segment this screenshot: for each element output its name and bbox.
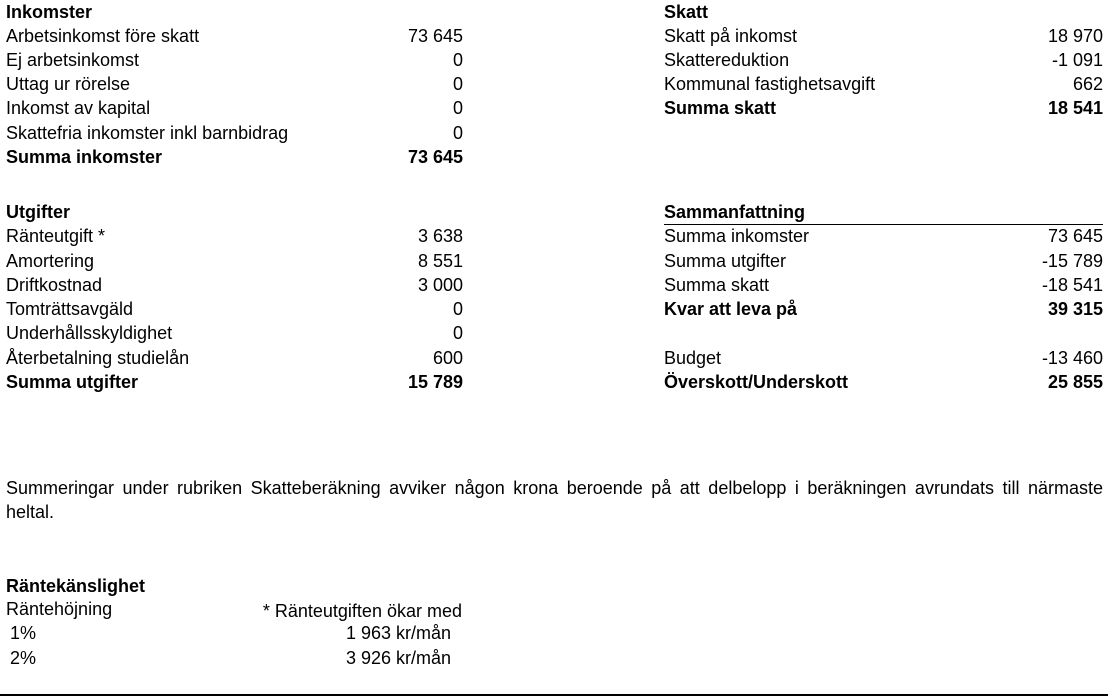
overskott-value: 25 855 xyxy=(1047,372,1103,392)
ranteutgift-okar-header: * Ränteutgiften ökar med xyxy=(262,601,462,621)
total-value: 15 789 xyxy=(407,372,463,392)
rantekanslighet-heading: Räntekänslighet xyxy=(6,576,146,596)
inkomster-row xyxy=(6,96,463,120)
page-bottom-divider xyxy=(0,694,1108,696)
inkomster-total-row xyxy=(6,145,463,169)
inkomster-row xyxy=(6,121,463,145)
skatt-row xyxy=(664,24,1103,48)
row-value: -15 789 xyxy=(1041,251,1103,271)
skatt-row xyxy=(664,48,1103,72)
row-label: Summa skatt xyxy=(664,275,770,295)
kvar-label: Kvar att leva på xyxy=(664,299,798,319)
inkomster-row xyxy=(6,72,463,96)
utgifter-total-row xyxy=(6,370,463,394)
row-label: Uttag ur rörelse xyxy=(6,74,131,94)
utgifter-row xyxy=(6,249,463,273)
total-label: Summa utgifter xyxy=(6,372,139,392)
rounding-note: Summeringar under rubriken Skatteberäkning avviker någon krona beroende på att delbelopp i beräkningen avrundats till närmaste heltal. xyxy=(6,478,1103,522)
skatt-heading: Skatt xyxy=(664,2,709,22)
rantehojning-header: Räntehöjning xyxy=(6,599,113,619)
row-value: 3 638 xyxy=(417,226,463,246)
row-label: Återbetalning studielån xyxy=(6,348,190,368)
sensitivity-amount: 3 926 kr/mån xyxy=(345,648,451,668)
sammanfattning-row xyxy=(664,249,1103,273)
overskott-label: Överskott/Underskott xyxy=(664,372,849,392)
inkomster-heading: Inkomster xyxy=(6,2,93,22)
row-label: Skattefria inkomster inkl barnbidrag xyxy=(6,123,289,143)
sensitivity-rate: 1% xyxy=(10,623,37,643)
total-label: Summa skatt xyxy=(664,98,777,118)
budget-label: Budget xyxy=(664,348,722,368)
row-value: 18 970 xyxy=(1047,26,1103,46)
row-label: Summa inkomster xyxy=(664,226,810,246)
row-label: Ej arbetsinkomst xyxy=(6,50,140,70)
inkomster-row xyxy=(6,48,463,72)
utgifter-row xyxy=(6,273,463,297)
utgifter-row xyxy=(6,321,463,345)
row-label: Tomträttsavgäld xyxy=(6,299,134,319)
utgifter-row xyxy=(6,224,463,248)
utgifter-heading: Utgifter xyxy=(6,202,70,222)
row-value: 0 xyxy=(452,323,463,343)
row-value: 0 xyxy=(452,74,463,94)
utgifter-row xyxy=(6,297,463,321)
row-value: 0 xyxy=(452,98,463,118)
sammanfattning-heading: Sammanfattning xyxy=(664,200,1103,225)
row-label: Underhållsskyldighet xyxy=(6,323,173,343)
skatt-row xyxy=(664,72,1103,96)
row-label: Kommunal fastighetsavgift xyxy=(664,74,876,94)
row-label: Summa utgifter xyxy=(664,251,787,271)
budget-row xyxy=(664,346,1103,370)
row-value: 73 645 xyxy=(407,26,463,46)
total-value: 73 645 xyxy=(407,147,463,167)
row-value: 3 000 xyxy=(417,275,463,295)
utgifter-row xyxy=(6,346,463,370)
sensitivity-amount: 1 963 kr/mån xyxy=(345,623,451,643)
row-value: 73 645 xyxy=(1047,226,1103,246)
row-value: -1 091 xyxy=(1051,50,1103,70)
inkomster-row xyxy=(6,24,463,48)
row-label: Ränteutgift * xyxy=(6,226,106,246)
row-value: 662 xyxy=(1072,74,1103,94)
row-label: Arbetsinkomst före skatt xyxy=(6,26,200,46)
row-label: Driftkostnad xyxy=(6,275,103,295)
row-label: Amortering xyxy=(6,251,95,271)
row-value: 0 xyxy=(452,50,463,70)
row-value: 8 551 xyxy=(417,251,463,271)
overskott-row xyxy=(664,370,1103,394)
total-label: Summa inkomster xyxy=(6,147,163,167)
row-label: Inkomst av kapital xyxy=(6,98,151,118)
row-label: Skattereduktion xyxy=(664,50,790,70)
row-value: 0 xyxy=(452,123,463,143)
kvar-value: 39 315 xyxy=(1047,299,1103,319)
row-label: Skatt på inkomst xyxy=(664,26,798,46)
sensitivity-rate: 2% xyxy=(10,648,37,668)
kvar-att-leva-pa-row xyxy=(664,297,1103,321)
sammanfattning-row xyxy=(664,273,1103,297)
row-value: 0 xyxy=(452,299,463,319)
row-value: 600 xyxy=(432,348,463,368)
skatt-total-row xyxy=(664,96,1103,120)
row-value: -18 541 xyxy=(1041,275,1103,295)
total-value: 18 541 xyxy=(1047,98,1103,118)
sammanfattning-row xyxy=(664,224,1103,248)
budget-value: -13 460 xyxy=(1041,348,1103,368)
